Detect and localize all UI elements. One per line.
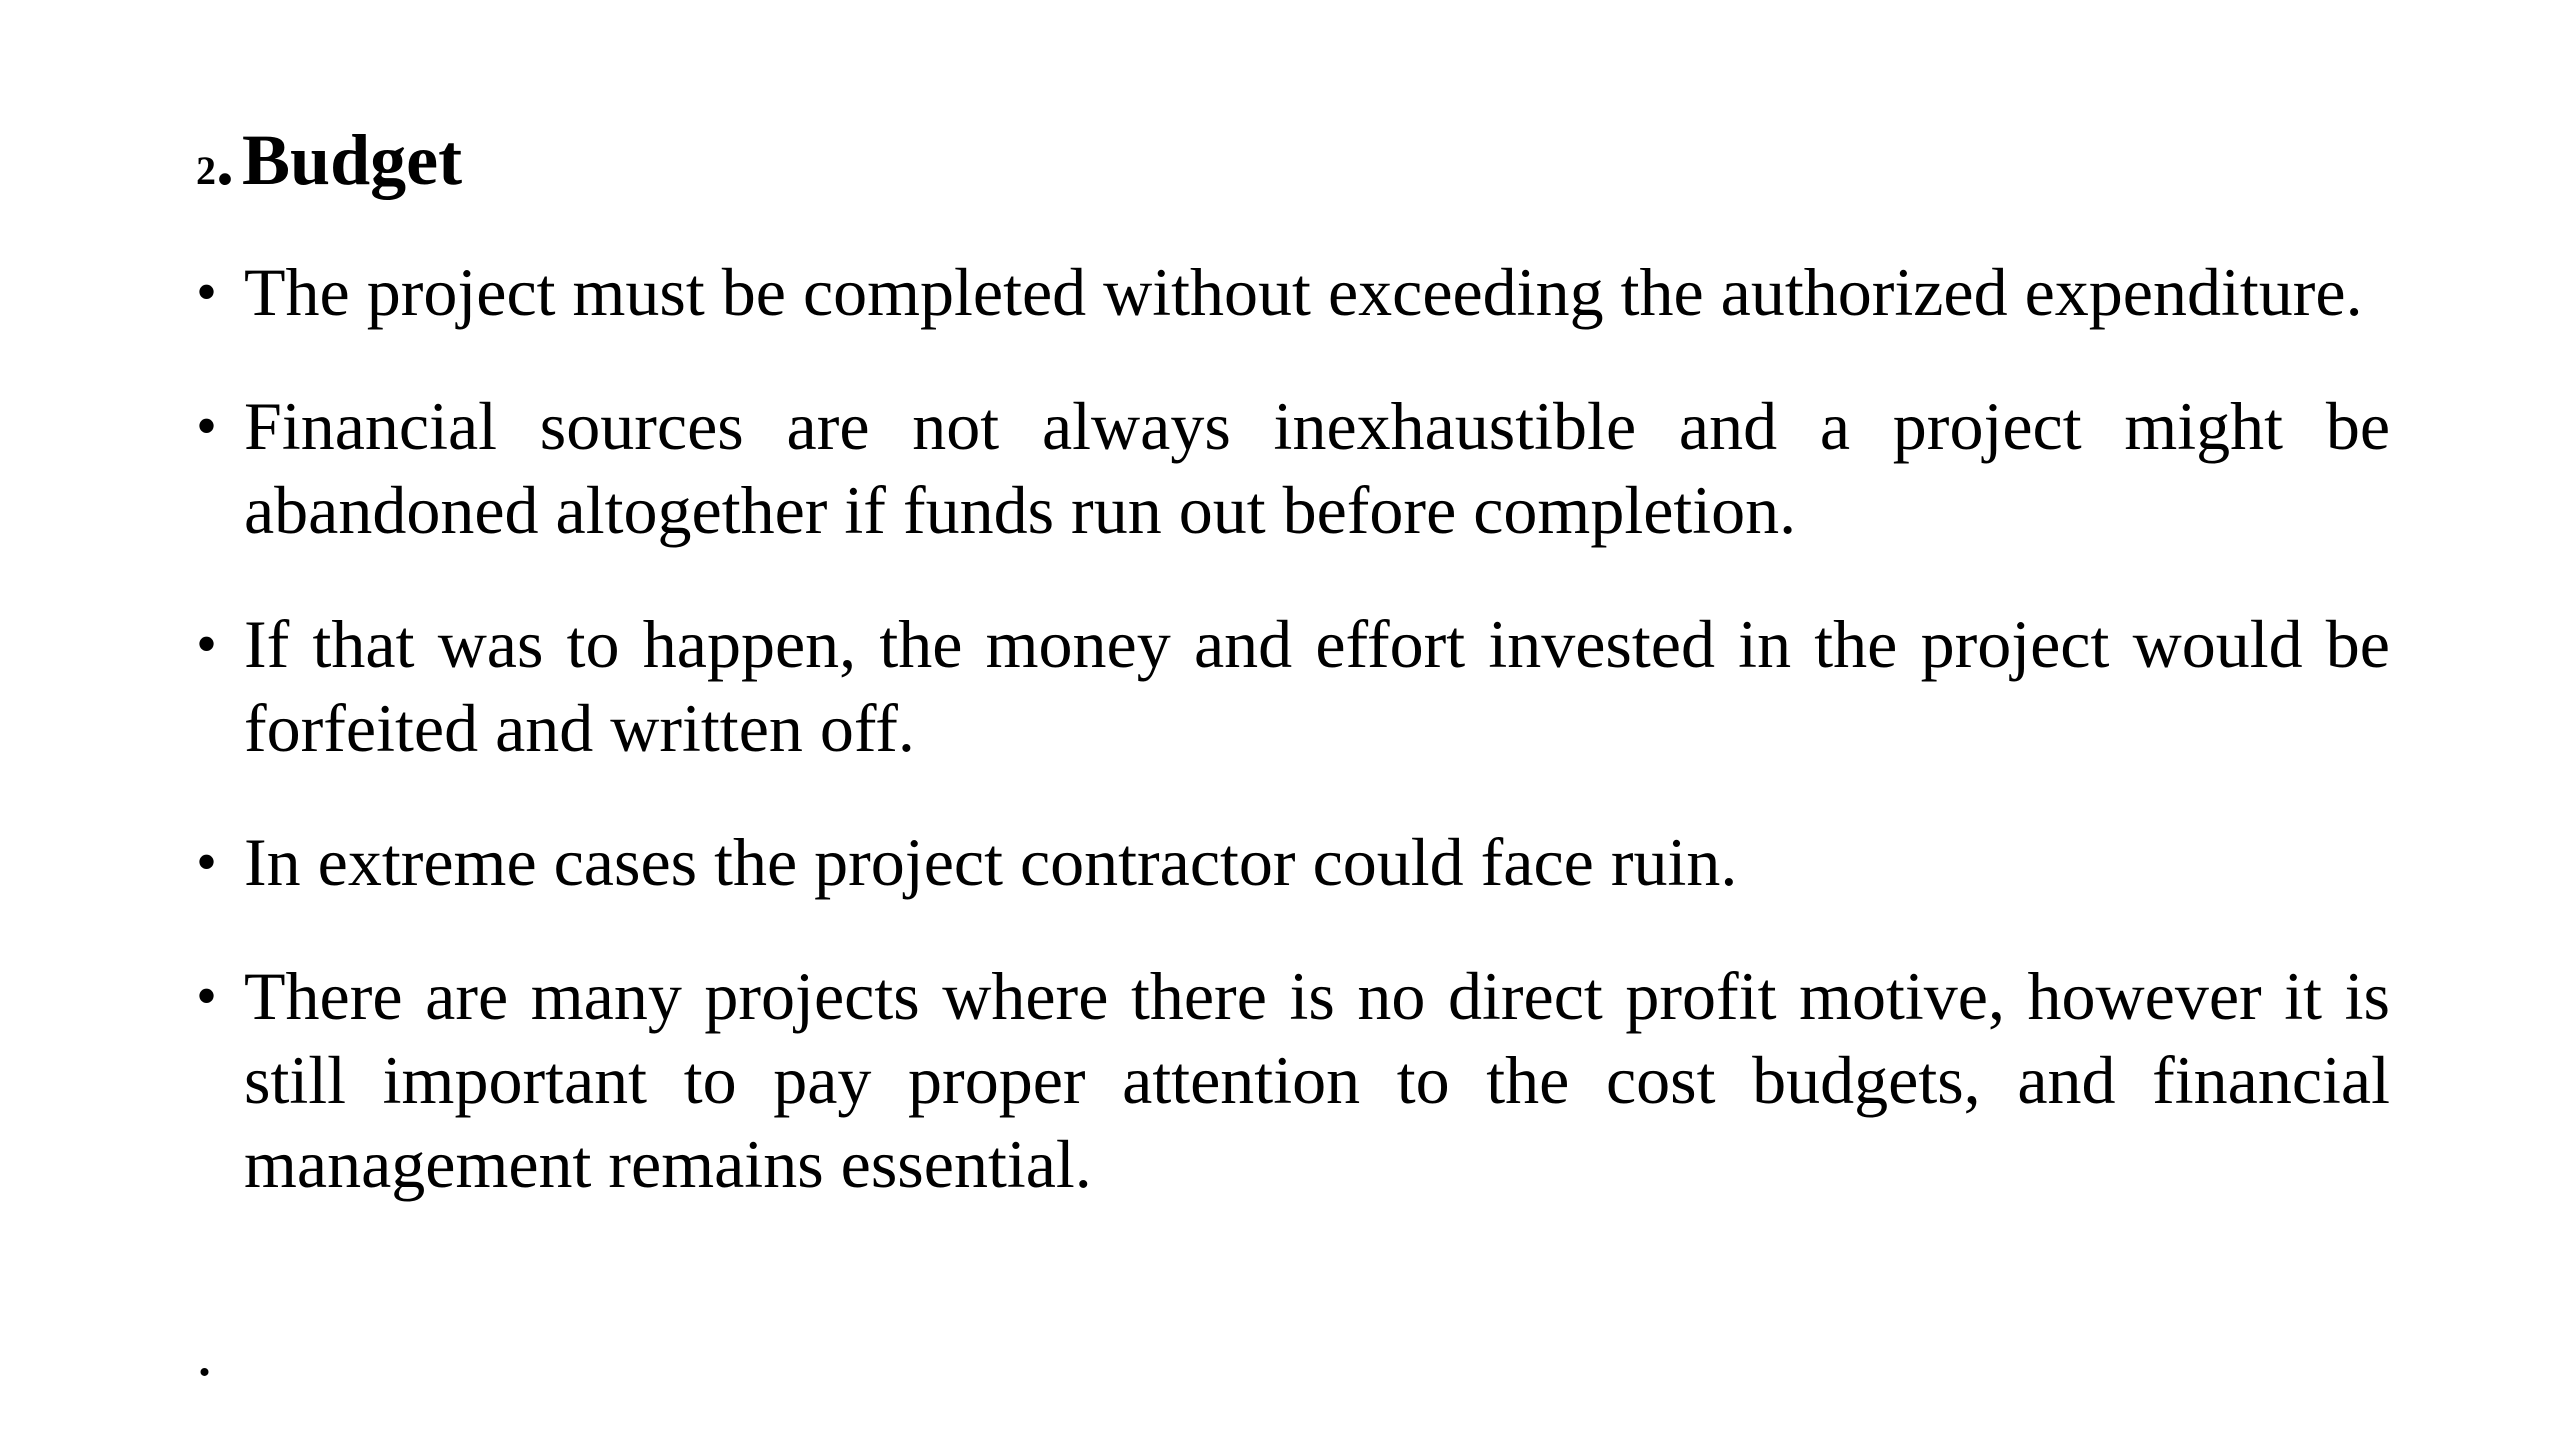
bullet-icon: • (196, 393, 218, 459)
bullet-text: If that was to happen, the money and effort invested in the project would be forfeited and written off. (244, 606, 2390, 766)
bullet-text: Financial sources are not always inexhaustible and a project might be abandoned altogether if funds run out before completion. (244, 388, 2390, 548)
bullet-text: The project must be completed without exceeding the authorized expenditure. (244, 254, 2363, 330)
section-title: Budget (242, 120, 463, 200)
bullet-text: There are many projects where there is no direct profit motive, however it is still important to pay proper attention to the cost budgets, and financial management remains essential. (244, 958, 2390, 1202)
section-separator: . (216, 120, 234, 200)
bullet-list (196, 250, 2390, 1256)
bullet-icon: • (196, 963, 218, 1029)
section-heading (196, 118, 462, 215)
bullet-icon: • (196, 259, 218, 325)
bullet-item (196, 250, 2390, 334)
bullet-item (196, 954, 2390, 1206)
section-number: 2 (196, 148, 216, 193)
bullet-icon: • (196, 829, 218, 895)
bullet-item (196, 384, 2390, 552)
bullet-item (196, 602, 2390, 770)
bullet-item (196, 820, 2390, 904)
trailing-mark: . (196, 1314, 213, 1390)
bullet-text: In extreme cases the project contractor could face ruin. (244, 824, 1738, 900)
bullet-icon: • (196, 611, 218, 677)
